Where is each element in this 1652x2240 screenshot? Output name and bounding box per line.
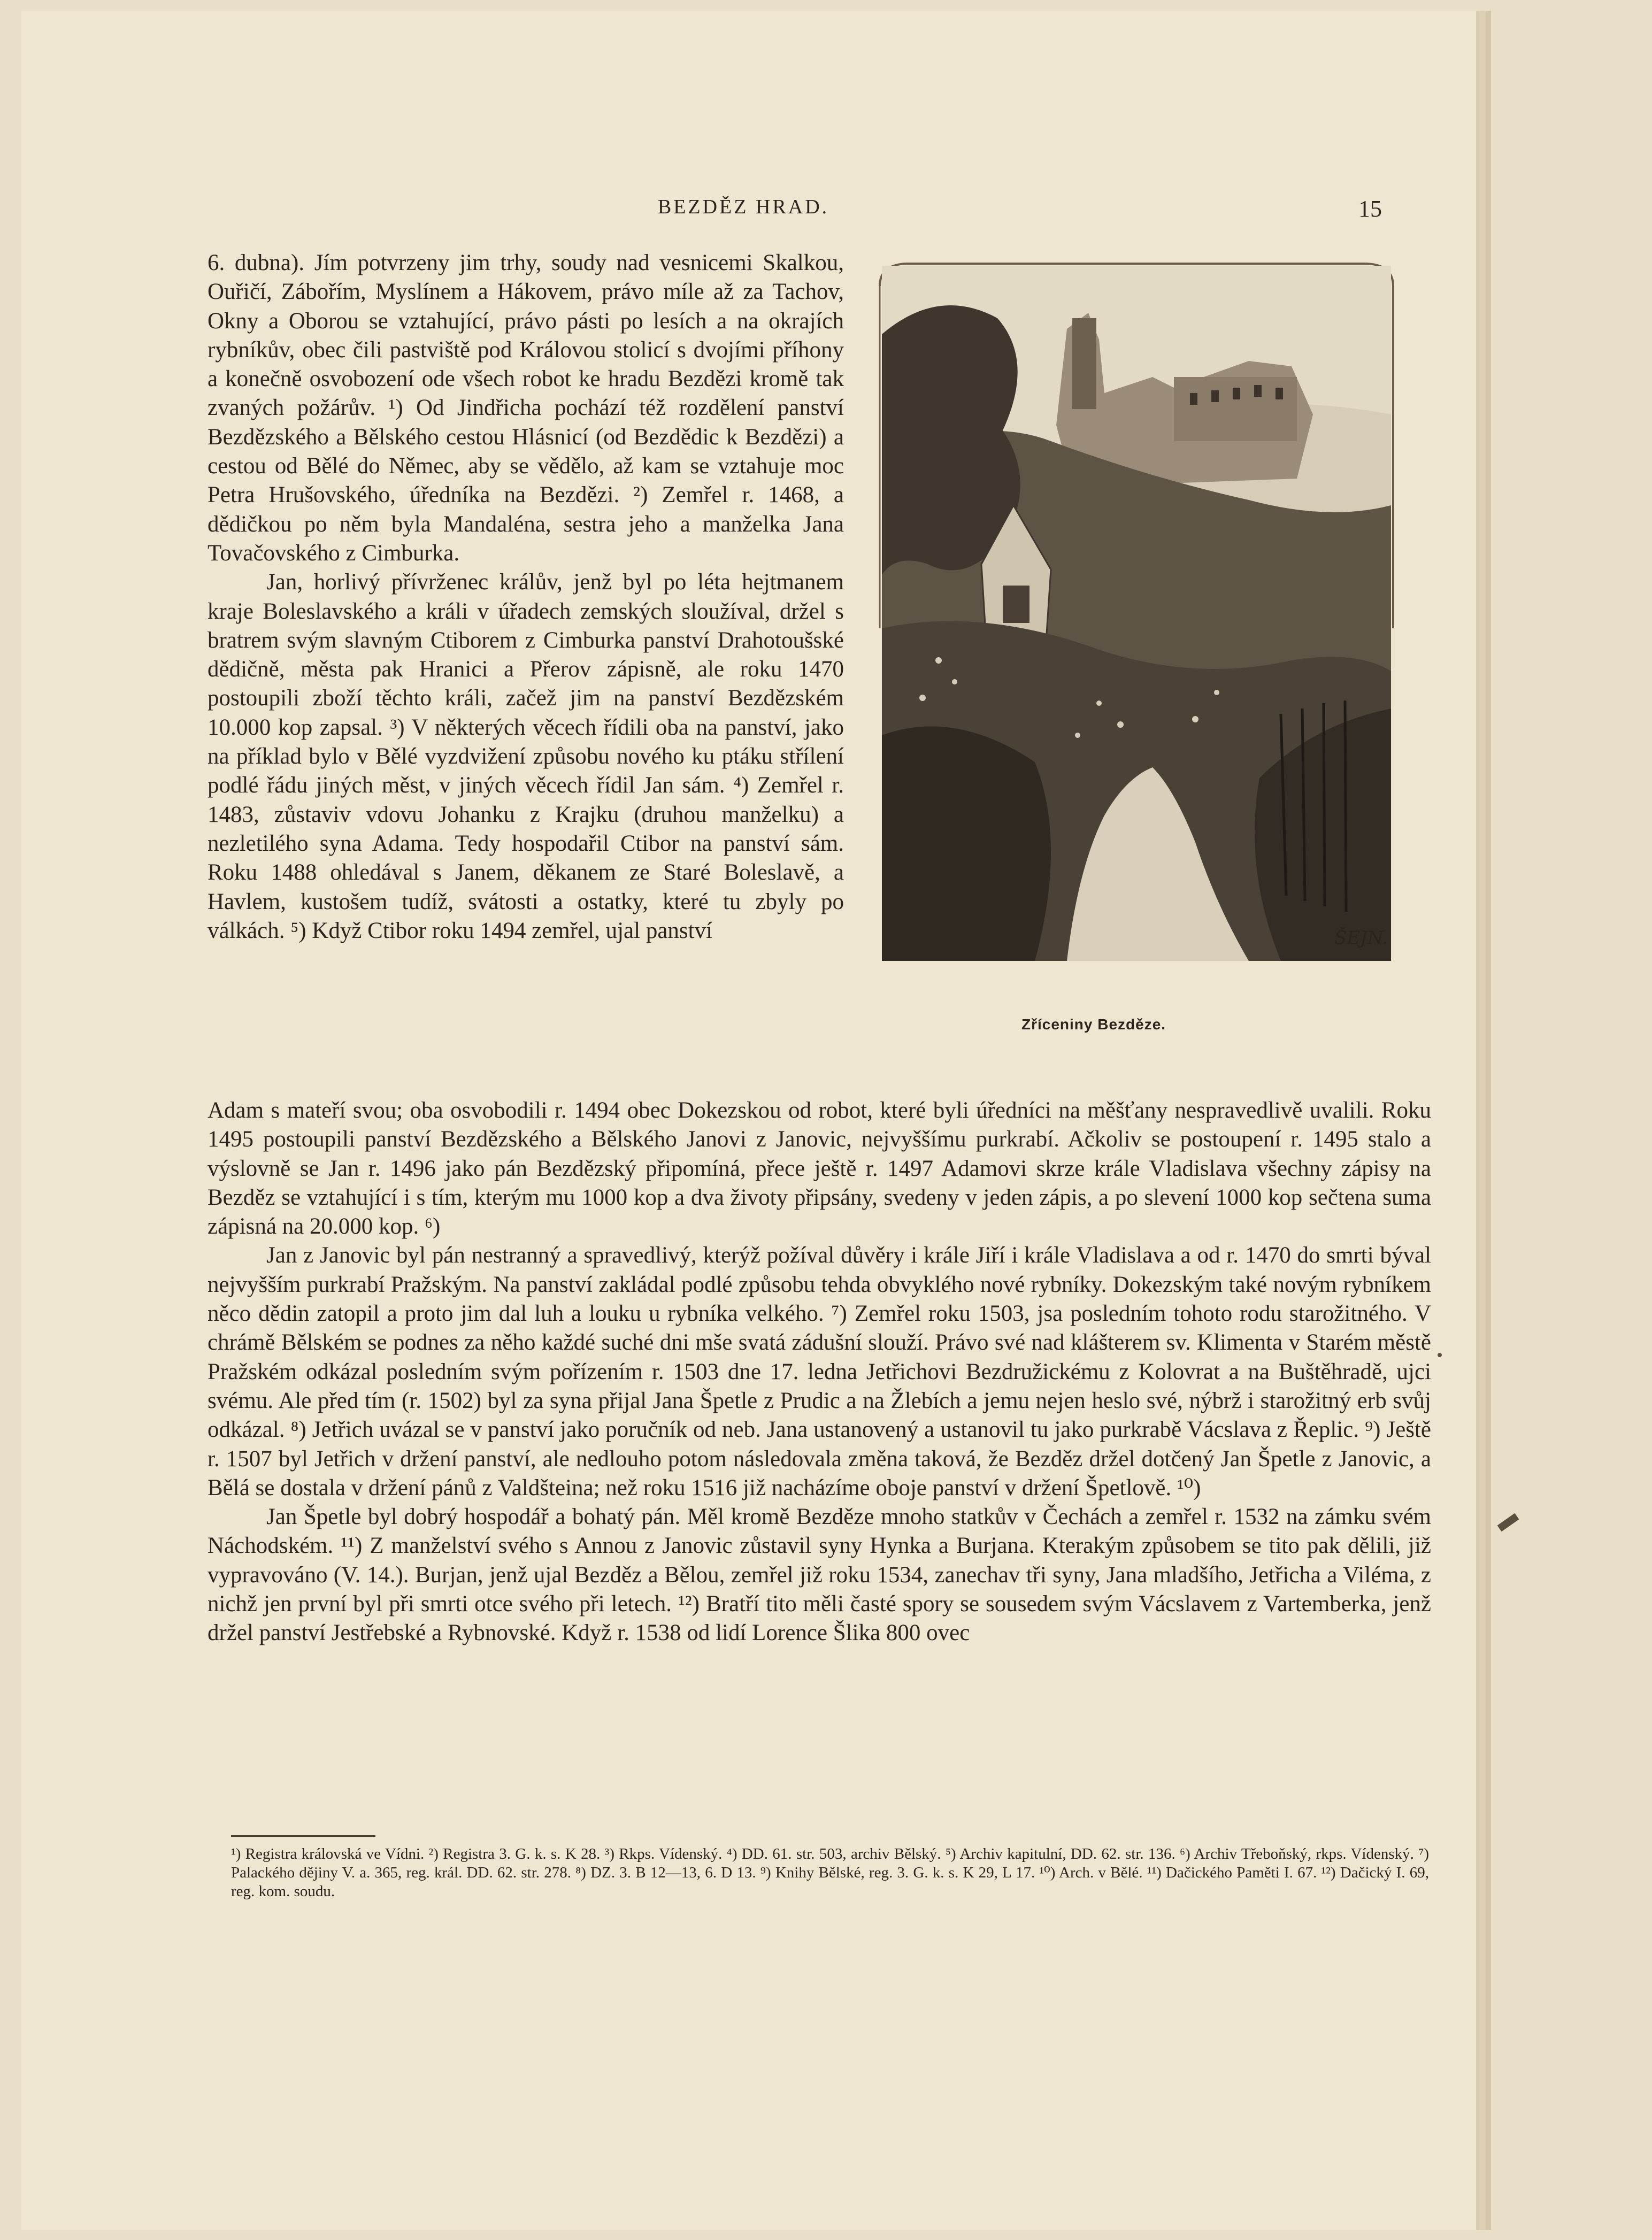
illustration-castle-ruins	[874, 254, 1399, 1003]
body-text-narrow-column	[208, 249, 844, 945]
footnotes	[231, 1845, 1429, 1901]
castle-ruins-engraving-icon	[874, 254, 1399, 987]
footnote-text: ¹) Registra královská ve Vídni. ²) Registra 3. G. k. s. K 28. ³) Rkps. Vídenský. ⁴) DD. 61. str. 503, archiv Bělský. ⁵) Archiv kapitulní, DD. 62. str. 136. ⁶) Archiv Třeboňský, rkps. Vídenský. ⁷) Palackého dějiny V. a. 365, reg. král. DD. 62. str. 278. ⁸) DZ. 3. B 12—13, 6. D 13. ⁹) Knihy Bělské, reg. 3. G. k. s. K 29, L 17. ¹⁰) Arch. v Bělé. ¹¹) Dačického Paměti I. 67. ¹²) Dačický I. 69, reg. kom. soudu.	[231, 1845, 1429, 1900]
page	[21, 11, 1479, 2230]
paragraph-1: 6. dubna). Jím potvrzeny jim trhy, soudy nad vesnicemi Skalkou, Ouřičí, Zábořím, Myslínem a Hákovem, právo míle až za Tachov, Okny a Oborou se vztahující, právo pásti po lesích a na okrajích rybníkův, obec čili pastviště pod Královou stolicí s dvojími příhony a konečně osvobození ode všech robot ke hradu Bezdězi kromě tak zvaných požárův. ¹) Od Jindřicha pochází též rozdělení panství Bezdězského a Bělského cestou Hlásnicí (od Bezdědic k Bezdězi) a cestou od Bělé do Němec, aby se vědělo, až kam se vztahuje moc Petra Hrušovského, úředníka na Bezdězi. ²) Zemřel r. 1468, a dědičkou po něm byla Mandaléna, sestra jeho a manželka Jana Tovačovského z Cimburka.	[208, 250, 844, 566]
paragraph-2: Jan, horlivý přívrženec králův, jenž byl po léta hejtmanem kraje Boleslavského a králi v úřadech zemských sloužíval, držel s bratrem svým slavným Ctiborem z Cimburka panství Drahotoušské dědičně, města pak Hranici a Přerov zápisně, ale roku 1470 postoupili zboží těchto králi, začež jim na panství Bezdězském 10.000 kop zapsal. ³) V některých věcech řídili oba na panství, jako na příklad bylo v Bělé vyzdvižení způsobu nového ku ptáku střílení podlé řádu jiných měst, v jiných věcech řídil Jan sám. ⁴) Zemřel r. 1483, zůstaviv vdovu Johanku z Krajku (druhou manželku) a nezletilého syna Adama. Tedy hospodařil Ctibor na panství sám. Roku 1488 ohledával s Janem, děkanem ze Staré Boleslavě, a Havlem, kustošem tudíž, svátosti a ostatky, které tu zbyly po válkách. ⁵) Když Ctibor roku 1494 zemřel, ujal panství	[208, 569, 844, 943]
footnote-divider	[231, 1835, 375, 1837]
figure-signature: ŠEJN.	[1334, 927, 1388, 949]
paragraph-5: Jan Špetle byl dobrý hospodář a bohatý pán. Měl kromě Bezděze mnoho statkův v Čechách a zemřel r. 1532 na zámku svém Náchodském. ¹¹) Z manželství svého s Annou z Janovic zůstavil syny Hynka a Burjana. Kterakým způsobem se tito pak dělili, již vypravováno (V. 14.). Burjan, jenž ujal Bezděz a Bělou, zemřel již roku 1534, zanechav tři syny, Jana mladšího, Jetřicha a Viléma, z nichž jen první byl při smrti otce svého při letech. ¹²) Bratří tito měli časté spory se sousedem svým Vácslavem z Vartemberka, jenž držel panství Jestřebské a Rybnovské. Když r. 1538 od lidí Lorence Šlika 800 ovec	[208, 1504, 1431, 1646]
paragraph-3: Adam s mateří svou; oba osvobodili r. 1494 obec Dokezskou od robot, které byli úředníci na měšťany nespravedlivě uvalili. Roku 1495 postoupili panství Bezdězského a Bělského Janovi z Janovic, nejvyššímu purkrabí. Ačkoliv se postoupení r. 1495 stalo a výslovně se Jan r. 1496 jako pán Bezdězský připomíná, přece ještě r. 1497 Adamovi skrze krále Vladislava všechny zápisy na Bezděz se vztahující i s tím, kterým mu 1000 kop a dva životy připsány, svedeny v jeden zápis, a po slevení 1000 kop sečtena suma zápisná na 20.000 kop. ⁶)	[208, 1098, 1431, 1240]
body-text-wide-column	[208, 1096, 1431, 1648]
ink-mark	[1497, 1513, 1519, 1531]
ink-dot	[1438, 1353, 1442, 1357]
figure-caption: Zříceniny Bezděze.	[1021, 1016, 1166, 1033]
running-title: BEZDĚZ HRAD.	[657, 196, 829, 218]
page-number: 15	[1358, 196, 1382, 222]
paragraph-4: Jan z Janovic byl pán nestranný a spravedlivý, kterýž požíval důvěry i krále Jiří i krále Vladislava a od r. 1470 do smrti býval nejvyšším purkrabí Pražským. Na panství zakládal podlé způsobu tehda obvyklého nové rybníky. Dokezským také novým rybníkem něco dědin zatopil a proto jim dal luh a louku u rybníka velkého. ⁷) Zemřel roku 1503, jsa posledním tohoto rodu starožitného. V chrámě Bělském se podnes za něho každé suché dni mše svatá zádušní slouží. Právo své nad klášterem sv. Klimenta v Starém městě Pražském odkázal posledním svým pořízením r. 1503 dne 17. ledna Jetřichovi Bezdružickému z Kolovrat a na Buštěhradě, ujci svému. Ale před tím (r. 1502) byl za syna přijal Jana Špetle z Prudic a na Žlebích a jemu nejen heslo své, nýbrž i starožitný erb svůj odkázal. ⁸) Jetřich uvázal se v panství jako poručník od neb. Jana ustanovený a ustanovil tu jako purkrabě Vácslava z Řeplic. ⁹) Ještě r. 1507 byl Jetřich v držení panství, ale nedlouho potom následovala změna taková, že Bezděz držel dotčený Jan Špetle z Janovic, a Bělá se dostala v držení pánů z Valdšteina; než roku 1516 již nacházíme oboje panství v držení Špetlově. ¹⁰)	[208, 1243, 1431, 1500]
page-header	[21, 195, 1476, 227]
